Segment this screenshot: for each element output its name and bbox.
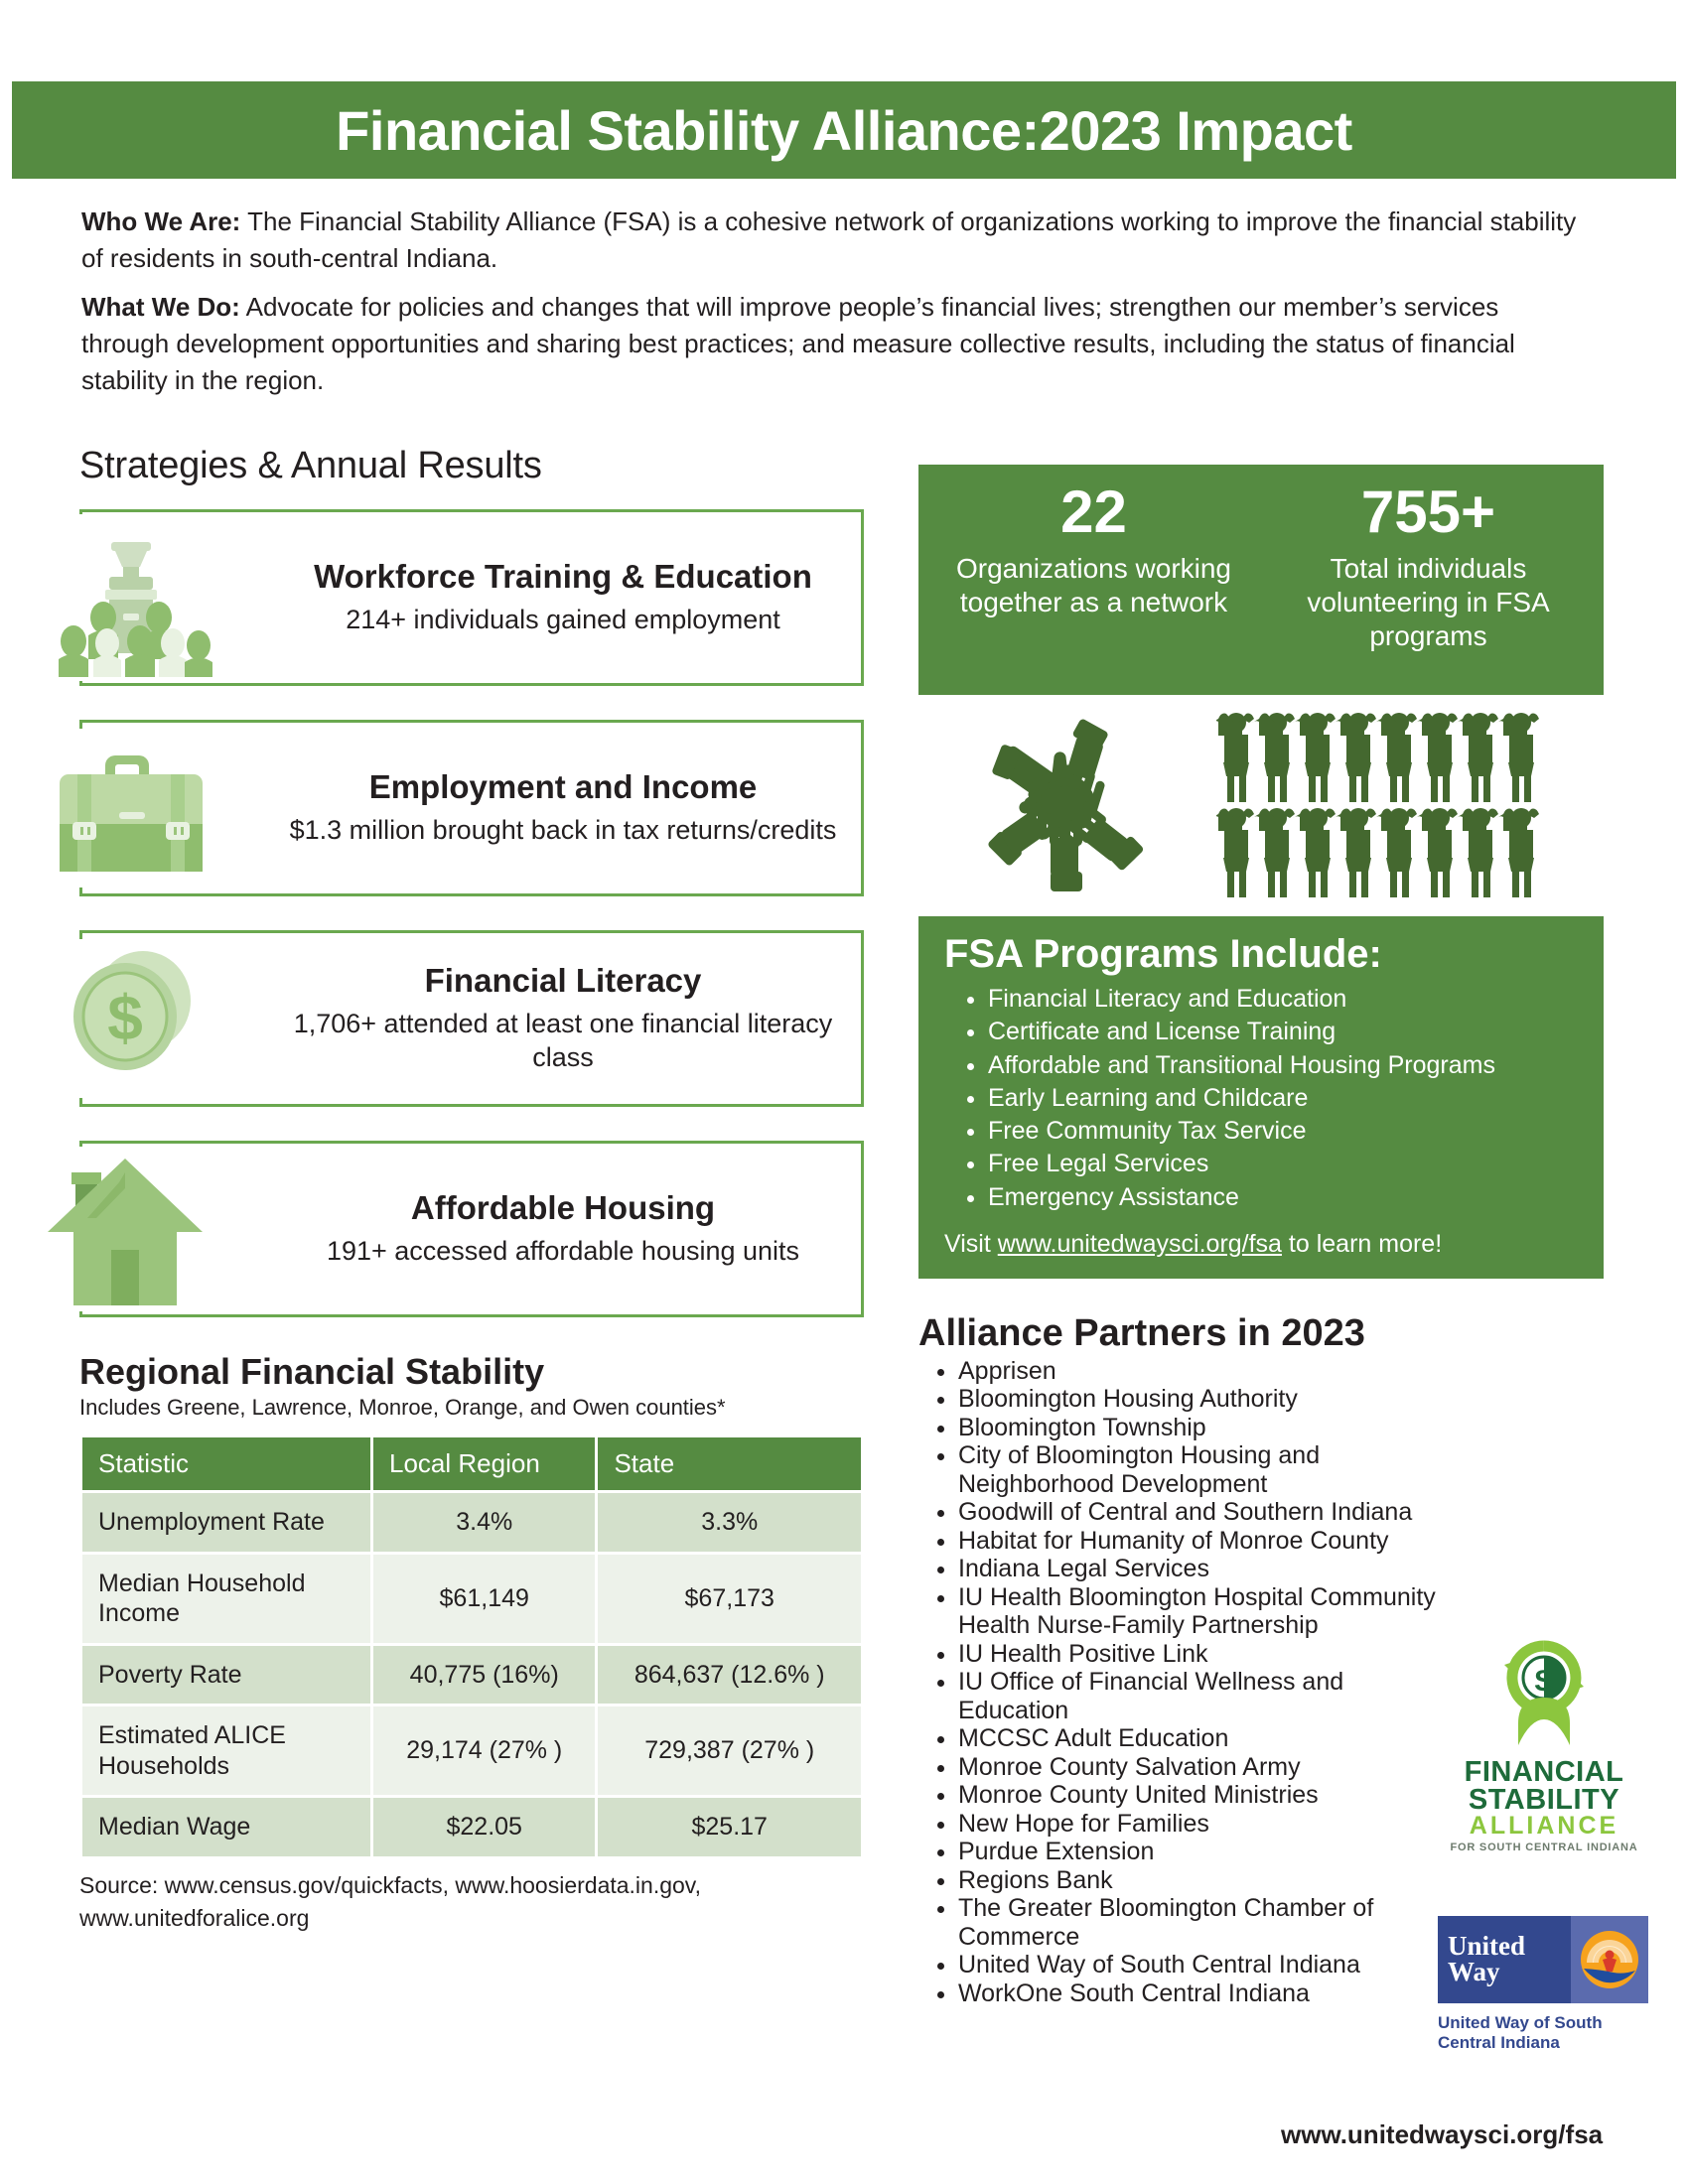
cell-local: 40,775 (16%) xyxy=(373,1646,595,1705)
strategy-text-block xyxy=(281,1189,845,1269)
list-item: • Purdue Extension xyxy=(958,1838,1455,1866)
coins-dollar-icon xyxy=(47,933,215,1104)
cell-statistic: Estimated ALICE Households xyxy=(82,1706,370,1795)
who-we-are-label: Who We Are: xyxy=(81,206,241,236)
who-we-are-text: The Financial Stability Alliance (FSA) is a cohesive network of organizations working to improve the financial stability of residents in south-central Indiana. xyxy=(81,206,1577,273)
left-column xyxy=(79,445,864,1935)
united-way-wordmark xyxy=(1438,1916,1571,2003)
list-item: • MCCSC Adult Education xyxy=(958,1724,1455,1753)
crowd-people-icon xyxy=(1216,707,1604,905)
list-item: • Habitat for Humanity of Monroe County xyxy=(958,1527,1455,1556)
fsa-programs-title: FSA Programs Include: xyxy=(944,932,1382,976)
table-row xyxy=(82,1798,861,1856)
table-header-row xyxy=(82,1437,861,1490)
list-item: • Early Learning and Childcare xyxy=(988,1082,1578,1115)
column-header-state: State xyxy=(598,1437,861,1490)
fsa-programs-list xyxy=(988,983,1578,1214)
page-header-band xyxy=(12,81,1676,179)
list-item: • Bloomington Housing Authority xyxy=(958,1385,1455,1414)
regional-subheading: Includes Greene, Lawrence, Monroe, Orange, and Owen counties* xyxy=(79,1395,726,1420)
strategies-heading: Strategies & Annual Results xyxy=(79,445,542,486)
fsa-logo-line1: FINANCIAL xyxy=(1464,1756,1624,1788)
cell-statistic: Median Household Income xyxy=(82,1555,370,1643)
stat-label: Organizations working together as a network xyxy=(955,553,1232,618)
list-item: • Indiana Legal Services xyxy=(958,1555,1455,1583)
cell-state: $25.17 xyxy=(598,1798,861,1856)
strategy-card-housing xyxy=(79,1141,864,1317)
cell-statistic: Poverty Rate xyxy=(82,1646,370,1705)
strategy-subtitle: 1,706+ attended at least one financial literacy class xyxy=(293,1009,833,1072)
list-item: • Emergency Assistance xyxy=(988,1181,1578,1214)
table-row xyxy=(82,1706,861,1795)
cell-local: $22.05 xyxy=(373,1798,595,1856)
strategy-subtitle: 191+ accessed affordable housing units xyxy=(326,1236,800,1267)
fsa-website-link[interactable]: www.unitedwaysci.org/fsa xyxy=(997,1229,1282,1258)
what-we-do-label: What We Do: xyxy=(81,291,240,322)
cell-local: 3.4% xyxy=(373,1493,595,1552)
stat-number: 755+ xyxy=(1360,478,1496,545)
what-we-do-paragraph xyxy=(81,289,1591,399)
footer-url[interactable]: www.unitedwaysci.org/fsa xyxy=(1281,2119,1604,2149)
svg-text:$: $ xyxy=(107,982,143,1053)
united-way-logo-box xyxy=(1438,1916,1648,2003)
fsa-visit-line xyxy=(944,1230,1578,1259)
key-stats-band xyxy=(918,465,1604,695)
strategy-card-employment xyxy=(79,720,864,896)
what-we-do-text: Advocate for policies and changes that will improve people’s financial lives; strengthen our member’s services through development opportunities and sharing best practices; and measure collective results, including the status of financial stability in the region. xyxy=(81,291,1515,395)
table-row xyxy=(82,1493,861,1552)
list-item: • Affordable and Transitional Housing Programs xyxy=(988,1049,1578,1082)
list-item: • Certificate and License Training xyxy=(988,1016,1578,1048)
list-item: • IU Health Bloomington Hospital Community Health Nurse-Family Partnership xyxy=(958,1583,1455,1640)
list-item: • City of Bloomington Housing and Neighborhood Development xyxy=(958,1441,1455,1498)
alliance-partners-title: Alliance Partners in 2023 xyxy=(918,1311,1365,1354)
list-item: • WorkOne South Central Indiana xyxy=(958,1979,1455,2008)
list-item: • Bloomington Township xyxy=(958,1414,1455,1442)
column-header-statistic: Statistic xyxy=(82,1437,370,1490)
cell-statistic: Median Wage xyxy=(82,1798,370,1856)
list-item: • Goodwill of Central and Southern Indiana xyxy=(958,1498,1455,1527)
strategy-card-literacy xyxy=(79,930,864,1107)
strategy-title: Affordable Housing xyxy=(410,1189,716,1227)
cell-local: 29,174 (27% ) xyxy=(373,1706,595,1795)
alliance-partners-list xyxy=(958,1357,1455,2008)
strategy-title: Employment and Income xyxy=(368,768,758,806)
stat-icons-row xyxy=(918,699,1604,912)
united-way-logo xyxy=(1438,1916,1648,2053)
list-item: • Monroe County United Ministries xyxy=(958,1781,1455,1810)
cell-state: $67,173 xyxy=(598,1555,861,1643)
cell-local: $61,149 xyxy=(373,1555,595,1643)
strategy-text-block xyxy=(281,962,845,1074)
list-item: • New Hope for Families xyxy=(958,1810,1455,1839)
united-way-line1: United xyxy=(1448,1931,1526,1962)
list-item: • Apprisen xyxy=(958,1357,1455,1386)
fsa-logo-line3: ALLIANCE xyxy=(1469,1812,1619,1841)
strategy-title: Workforce Training & Education xyxy=(314,558,812,596)
strategy-title: Financial Literacy xyxy=(424,962,702,1000)
regional-stability-table xyxy=(79,1434,864,1859)
united-way-line2: Way xyxy=(1448,1957,1500,1986)
hands-together-icon xyxy=(918,707,1216,905)
table-row xyxy=(82,1646,861,1705)
financial-stability-alliance-logo xyxy=(1445,1636,1643,1853)
stat-number: 22 xyxy=(1060,478,1127,545)
stat-organizations xyxy=(926,478,1261,687)
regional-heading: Regional Financial Stability xyxy=(79,1351,545,1392)
who-we-are-paragraph xyxy=(81,204,1591,277)
visit-prefix: Visit xyxy=(944,1229,998,1258)
fsa-logo-mark xyxy=(1470,1636,1618,1753)
house-icon xyxy=(47,1144,215,1314)
list-item: • United Way of South Central Indiana xyxy=(958,1951,1455,1979)
intro-section xyxy=(81,204,1591,411)
strategy-text-block xyxy=(281,768,845,848)
united-way-brandmark-icon xyxy=(1571,1916,1648,2003)
list-item: • IU Health Positive Link xyxy=(958,1640,1455,1669)
fsa-programs-box xyxy=(918,916,1604,1279)
fsa-logo-line2: STABILITY xyxy=(1468,1784,1620,1817)
strategy-card-workforce xyxy=(79,509,864,686)
cell-state: 729,387 (27% ) xyxy=(598,1706,861,1795)
table-row xyxy=(82,1555,861,1643)
cell-state: 3.3% xyxy=(598,1493,861,1552)
trophy-people-icon xyxy=(47,512,215,683)
strategy-subtitle: $1.3 million brought back in tax returns/credits xyxy=(289,815,837,846)
svg-text:S: S xyxy=(1533,1665,1555,1698)
table-source-note: Source: www.census.gov/quickfacts, www.hoosierdata.in.gov, www.unitedforalice.org xyxy=(79,1871,701,1931)
cell-state: 864,637 (12.6% ) xyxy=(598,1646,861,1705)
page-title: Financial Stability Alliance:2023 Impact xyxy=(336,98,1352,162)
list-item: • Regions Bank xyxy=(958,1866,1455,1895)
cell-statistic: Unemployment Rate xyxy=(82,1493,370,1552)
fsa-logo-line4: FOR SOUTH CENTRAL INDIANA xyxy=(1450,1842,1638,1854)
list-item: • IU Office of Financial Wellness and Education xyxy=(958,1668,1455,1724)
stat-label: Total individuals volunteering in FSA programs xyxy=(1307,553,1550,652)
briefcase-icon xyxy=(47,723,215,893)
list-item: • Free Legal Services xyxy=(988,1148,1578,1180)
list-item: • Financial Literacy and Education xyxy=(988,983,1578,1016)
list-item: • The Greater Bloomington Chamber of Commerce xyxy=(958,1894,1455,1951)
column-header-local-region: Local Region xyxy=(373,1437,595,1490)
list-item: • Monroe County Salvation Army xyxy=(958,1753,1455,1782)
stat-volunteers xyxy=(1261,478,1596,687)
united-way-caption: United Way of South Central Indiana xyxy=(1438,2013,1603,2053)
strategy-subtitle: 214+ individuals gained employment xyxy=(346,605,780,635)
list-item: • Free Community Tax Service xyxy=(988,1115,1578,1148)
strategy-text-block xyxy=(281,558,845,637)
visit-suffix: to learn more! xyxy=(1281,1229,1443,1258)
